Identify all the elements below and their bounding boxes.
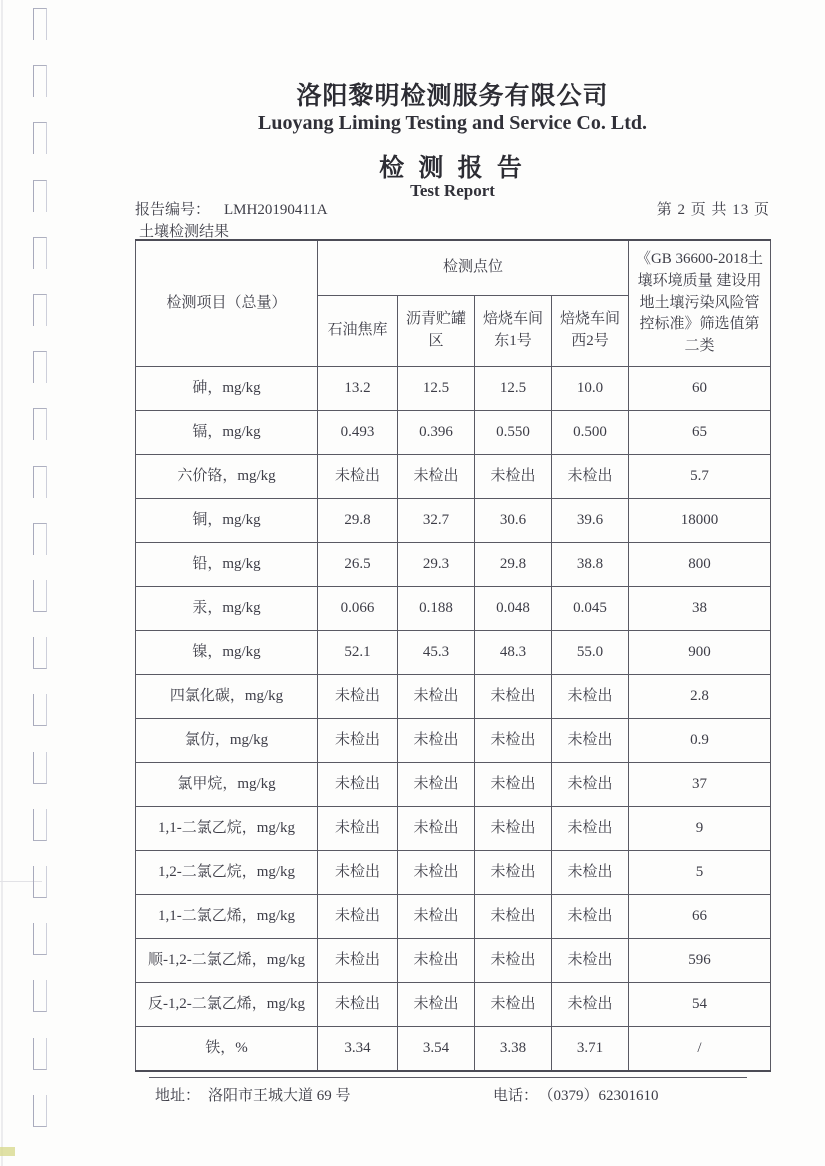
analyte-name: 铅，mg/kg — [136, 543, 318, 587]
meta-row — [135, 198, 770, 219]
result-value: 0.048 — [475, 587, 552, 631]
binding-hole — [33, 752, 47, 784]
table-row — [136, 983, 771, 1027]
result-value: 10.0 — [552, 367, 629, 411]
binding-hole — [33, 809, 47, 841]
binding-hole — [33, 866, 47, 898]
result-value: 29.3 — [398, 543, 475, 587]
section-title: 土壤检测结果 — [139, 224, 230, 240]
report-number-value: LMH20190411A — [224, 202, 328, 218]
result-value: 未检出 — [475, 851, 552, 895]
result-value: 未检出 — [475, 455, 552, 499]
result-value: 30.6 — [475, 499, 552, 543]
binding-hole — [33, 65, 47, 97]
result-value: 未检出 — [318, 455, 398, 499]
result-value: 未检出 — [552, 719, 629, 763]
phone-value: （0379）62301610 — [546, 1088, 659, 1104]
screening-limit: / — [629, 1027, 771, 1072]
result-value: 未检出 — [475, 675, 552, 719]
screening-limit: 5 — [629, 851, 771, 895]
result-value: 0.500 — [552, 411, 629, 455]
result-value: 0.045 — [552, 587, 629, 631]
table-row — [136, 675, 771, 719]
point-column-header: 焙烧车间西2号 — [552, 296, 629, 367]
result-value: 未检出 — [552, 455, 629, 499]
table-row — [136, 499, 771, 543]
result-value: 12.5 — [475, 367, 552, 411]
result-value: 13.2 — [318, 367, 398, 411]
result-value: 未检出 — [398, 983, 475, 1027]
screening-limit: 596 — [629, 939, 771, 983]
result-value: 29.8 — [318, 499, 398, 543]
result-value: 38.8 — [552, 543, 629, 587]
result-value: 未检出 — [475, 763, 552, 807]
address-value: 洛阳市王城大道 69 号 — [208, 1088, 351, 1104]
analyte-name: 反-1,2-二氯乙烯，mg/kg — [136, 983, 318, 1027]
table-row — [136, 719, 771, 763]
binding-hole — [33, 637, 47, 669]
binding-hole — [33, 1095, 47, 1127]
table-row — [136, 631, 771, 675]
result-value: 未检出 — [475, 807, 552, 851]
screening-limit: 2.8 — [629, 675, 771, 719]
analyte-name: 1,1-二氯乙烷，mg/kg — [136, 807, 318, 851]
table-row — [136, 851, 771, 895]
table-row — [136, 939, 771, 983]
result-value: 3.71 — [552, 1027, 629, 1072]
report-number-label: 报告编号： — [135, 202, 211, 218]
result-value: 未检出 — [398, 719, 475, 763]
item-column-header: 检测项目（总量） — [136, 240, 318, 367]
report-content — [135, 0, 770, 1166]
table-row — [136, 763, 771, 807]
point-column-header: 沥青贮罐区 — [398, 296, 475, 367]
company-name-en: Luoyang Liming Testing and Service Co. Ltd. — [258, 112, 647, 134]
footer-phone — [493, 1084, 659, 1105]
company-name-cn: 洛阳黎明检测服务有限公司 — [296, 83, 609, 110]
header-row-group — [136, 240, 771, 296]
result-value: 0.188 — [398, 587, 475, 631]
analyte-name: 六价铬，mg/kg — [136, 455, 318, 499]
binding-hole — [33, 1038, 47, 1070]
result-value: 3.38 — [475, 1027, 552, 1072]
result-value: 3.34 — [318, 1027, 398, 1072]
analyte-name: 镍，mg/kg — [136, 631, 318, 675]
result-value: 未检出 — [552, 851, 629, 895]
analyte-name: 汞，mg/kg — [136, 587, 318, 631]
binding-holes-column — [0, 0, 60, 1166]
analyte-name: 四氯化碳，mg/kg — [136, 675, 318, 719]
result-value: 0.550 — [475, 411, 552, 455]
table-row — [136, 367, 771, 411]
analyte-name: 铜，mg/kg — [136, 499, 318, 543]
result-value: 未检出 — [398, 763, 475, 807]
result-value: 0.066 — [318, 587, 398, 631]
result-value: 0.493 — [318, 411, 398, 455]
table-row — [136, 455, 771, 499]
analyte-name: 1,2-二氯乙烷，mg/kg — [136, 851, 318, 895]
binding-hole — [33, 980, 47, 1012]
result-value: 26.5 — [318, 543, 398, 587]
analyte-name: 氯仿，mg/kg — [136, 719, 318, 763]
result-value: 未检出 — [318, 895, 398, 939]
table-row — [136, 1027, 771, 1072]
result-value: 未检出 — [398, 851, 475, 895]
result-value: 未检出 — [552, 983, 629, 1027]
table-row — [136, 895, 771, 939]
result-value: 45.3 — [398, 631, 475, 675]
binding-hole — [33, 694, 47, 726]
screening-limit: 37 — [629, 763, 771, 807]
result-value: 未检出 — [318, 675, 398, 719]
result-value: 52.1 — [318, 631, 398, 675]
screening-limit: 5.7 — [629, 455, 771, 499]
screening-limit: 800 — [629, 543, 771, 587]
result-value: 未检出 — [475, 939, 552, 983]
result-value: 未检出 — [552, 763, 629, 807]
result-value: 12.5 — [398, 367, 475, 411]
screening-limit: 38 — [629, 587, 771, 631]
analyte-name: 氯甲烷，mg/kg — [136, 763, 318, 807]
address-label: 地址： — [155, 1088, 201, 1104]
report-number — [135, 198, 328, 219]
screening-limit: 54 — [629, 983, 771, 1027]
result-value: 未检出 — [318, 983, 398, 1027]
analyte-name: 1,1-二氯乙烯，mg/kg — [136, 895, 318, 939]
footer-address — [155, 1084, 351, 1105]
page-indicator: 第 2 页 共 13 页 — [656, 202, 770, 218]
result-value: 55.0 — [552, 631, 629, 675]
table-row — [136, 807, 771, 851]
result-value: 未检出 — [318, 763, 398, 807]
binding-hole — [33, 923, 47, 955]
binding-hole — [33, 294, 47, 326]
soil-results-table — [135, 239, 771, 1072]
table-row — [136, 411, 771, 455]
binding-hole — [33, 8, 47, 40]
result-value: 未检出 — [552, 807, 629, 851]
result-value: 未检出 — [475, 983, 552, 1027]
result-value: 未检出 — [398, 807, 475, 851]
result-value: 未检出 — [552, 675, 629, 719]
result-value: 48.3 — [475, 631, 552, 675]
screening-limit: 18000 — [629, 499, 771, 543]
result-value: 未检出 — [398, 675, 475, 719]
result-value: 未检出 — [552, 939, 629, 983]
binding-hole — [33, 351, 47, 383]
result-value: 未检出 — [318, 851, 398, 895]
analyte-name: 砷，mg/kg — [136, 367, 318, 411]
screening-limit: 9 — [629, 807, 771, 851]
screening-limit: 65 — [629, 411, 771, 455]
report-title-en: Test Report — [410, 181, 495, 200]
screening-limit: 66 — [629, 895, 771, 939]
binding-hole — [33, 180, 47, 212]
analyte-name: 顺-1,2-二氯乙烯，mg/kg — [136, 939, 318, 983]
footer-divider — [149, 1077, 747, 1078]
analyte-name: 铁，% — [136, 1027, 318, 1072]
result-value: 未检出 — [398, 939, 475, 983]
analyte-name: 镉，mg/kg — [136, 411, 318, 455]
result-value: 39.6 — [552, 499, 629, 543]
phone-label: 电话： — [493, 1088, 539, 1104]
binding-hole — [33, 580, 47, 612]
point-column-header: 石油焦库 — [318, 296, 398, 367]
point-column-header: 焙烧车间东1号 — [475, 296, 552, 367]
binding-hole — [33, 466, 47, 498]
table-row — [136, 587, 771, 631]
screening-limit: 0.9 — [629, 719, 771, 763]
result-value: 未检出 — [318, 939, 398, 983]
table-row — [136, 543, 771, 587]
standard-column-header: 《GB 36600-2018土壤环境质量 建设用地土壤污染风险管控标准》筛选值第二类 — [629, 240, 771, 367]
result-value: 未检出 — [475, 895, 552, 939]
result-value: 32.7 — [398, 499, 475, 543]
result-value: 未检出 — [398, 895, 475, 939]
screening-limit: 900 — [629, 631, 771, 675]
result-value: 29.8 — [475, 543, 552, 587]
binding-hole — [33, 237, 47, 269]
binding-hole — [33, 523, 47, 555]
report-title-cn: 检 测 报 告 — [379, 155, 526, 182]
result-value: 0.396 — [398, 411, 475, 455]
result-value: 未检出 — [475, 719, 552, 763]
binding-hole — [33, 122, 47, 154]
result-value: 未检出 — [318, 807, 398, 851]
result-value: 未检出 — [398, 455, 475, 499]
result-value: 未检出 — [318, 719, 398, 763]
result-value: 3.54 — [398, 1027, 475, 1072]
points-group-header: 检测点位 — [318, 240, 629, 296]
binding-hole — [33, 408, 47, 440]
screening-limit: 60 — [629, 367, 771, 411]
result-value: 未检出 — [552, 895, 629, 939]
